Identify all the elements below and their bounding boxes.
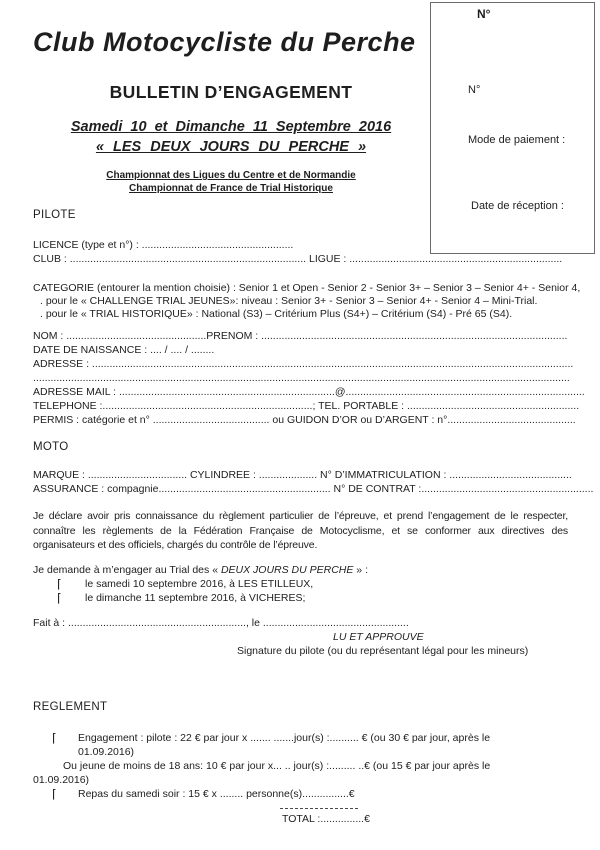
reglement-jeune-line: Ou jeune de moins de 18 ans: 10 € par jour x... .. jour(s) :......... ..€ (ou 15 € par jour après le <box>63 760 491 772</box>
assurance-field-line: ASSURANCE : compagnie........................................................... N° DE CONTRAT :........................................................... <box>33 483 594 495</box>
reglement-section-title: REGLEMENT <box>33 701 108 713</box>
engagement-event-name: DEUX JOURS DU PERCHE <box>220 564 354 576</box>
declaration-line-2: connaître les règlements de la Fédération Française de Motocyclisme, et se conformer aux directives des <box>33 524 568 537</box>
adresse-field-line-1: ADRESSE : ..................................................................................................................................................................... <box>33 358 574 370</box>
total-field-line: TOTAL :...............€ <box>282 813 370 825</box>
adresse-field-line-2: ........................................................................................................................................................................................ <box>33 372 570 384</box>
nom-prenom-field-line: NOM : ................................................PRENOM : ......................................................................................................... <box>33 330 568 342</box>
engagement-intro-prefix: Je demande à m’engager au Trial des « <box>33 564 221 576</box>
telephone-field-line: TELEPHONE :........................................................................; TEL. PORTABLE : ........................................................... <box>33 400 580 412</box>
event-name-line: « LES DEUX JOURS DU PERCHE » <box>95 139 367 155</box>
categorie-line-3: . pour le « TRIAL HISTORIQUE» : National (S3) – Critérium Plus (S4+) – Critérium (S4) - Pré 65 (S4). <box>40 308 513 320</box>
checkbox-icon: ⌈ <box>57 577 62 591</box>
checkbox-icon: ⌈ <box>52 731 57 745</box>
signature-note: Signature du pilote (ou du représentant légal pour les mineurs) <box>237 645 529 657</box>
fait-a-field-line: Fait à : ............................................................., le .................................................. <box>33 617 409 629</box>
engagement-option-saturday: le samedi 10 septembre 2016, à LES ETILLEUX, <box>85 578 314 590</box>
categorie-line-1: CATEGORIE (entourer la mention choisie) : Senior 1 et Open - Senior 2 - Senior 3+ – Senior 3 – Senior 4+ - Senior 4, <box>33 282 581 294</box>
pilote-section-title: PILOTE <box>33 209 76 221</box>
reglement-engagement-line: Engagement : pilote : 22 € par jour x ....... .......jour(s) :.......... € (ou 30 € par jour, après le <box>78 732 491 744</box>
engagement-intro-line <box>33 564 368 576</box>
categorie-line-2: . pour le « CHALLENGE TRIAL JEUNES»: niveau : Senior 3+ - Senior 3 – Senior 4+ - Senior 4 – Mini-Trial. <box>40 295 538 307</box>
reglement-jeune-line-wrap: 01.09.2016) <box>33 774 90 786</box>
championship-line-1: Championnat des Ligues du Centre et de Normandie <box>106 170 356 181</box>
form-title: BULLETIN D’ENGAGEMENT <box>109 82 353 102</box>
reglement-engagement-line-wrap: 01.09.2016) <box>78 746 135 758</box>
declaration-line-3: organisateurs et des officiels, chargés du contrôle de l’épreuve. <box>33 539 318 551</box>
event-dates-line: Samedi 10 et Dimanche 11 Septembre 2016 <box>70 119 392 135</box>
checkbox-icon: ⌈ <box>57 591 62 605</box>
club-ligue-field-line: CLUB : ................................................................................. LIGUE : ......................................................................... <box>33 253 563 265</box>
naissance-field-line: DATE DE NAISSANCE : .... / .... / ........ <box>33 344 215 356</box>
reglement-repas-line: Repas du samedi soir : 15 € x ........ personne(s)................€ <box>78 788 355 800</box>
club-name-title: Club Motocycliste du Perche <box>33 27 416 57</box>
secondary-number-label: N° <box>468 84 481 96</box>
checkbox-icon: ⌈ <box>52 787 57 801</box>
engagement-number-label: N° <box>477 7 491 21</box>
permis-field-line: PERMIS : catégorie et n° ........................................ ou GUIDON D’OR ou D’ARGENT : n°............................................ <box>33 414 576 426</box>
engagement-option-sunday: le dimanche 11 septembre 2016, à VICHERES; <box>85 592 306 604</box>
moto-section-title: MOTO <box>33 441 69 453</box>
reception-date-label: Date de réception : <box>471 200 564 212</box>
lu-et-approuve-label: LU ET APPROUVE <box>333 631 424 643</box>
total-divider-line <box>280 808 358 809</box>
licence-field-line: LICENCE (type et n°) : .................................................... <box>33 239 294 251</box>
engagement-intro-suffix: » : <box>353 564 368 576</box>
payment-mode-label: Mode de paiement : <box>468 134 566 146</box>
adresse-mail-field-line: ADRESSE MAIL : ..........................................................................@.................................................................................. <box>33 386 585 398</box>
marque-field-line: MARQUE : .................................. CYLINDREE : .................... N° D’IMMATRICULATION : .......................................... <box>33 469 572 481</box>
championship-line-2: Championnat de France de Trial Historique <box>129 183 333 194</box>
declaration-line-1: Je déclare avoir pris connaissance du règlement particulier de l’épreuve, et prend l’engagement de le respecter, <box>33 510 568 522</box>
